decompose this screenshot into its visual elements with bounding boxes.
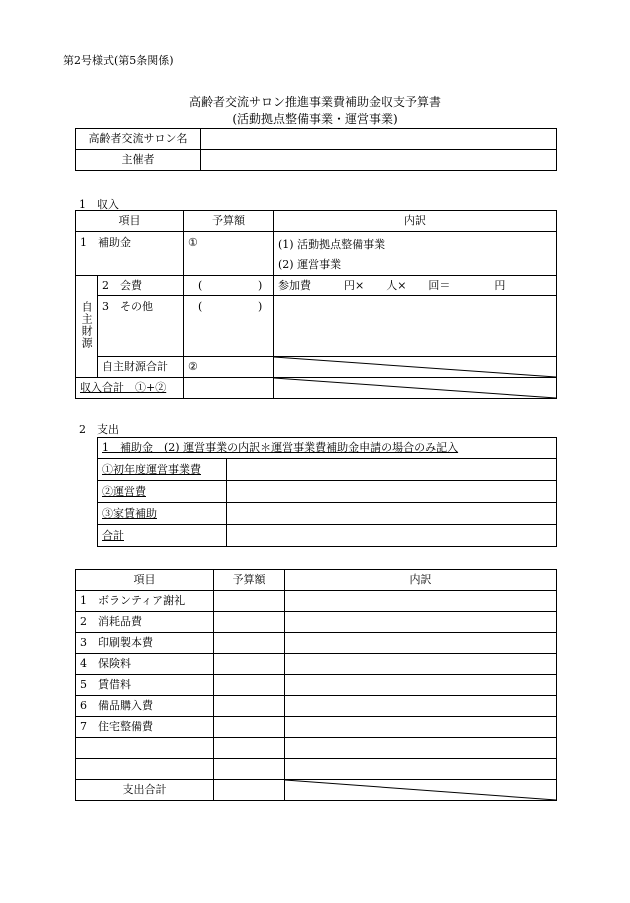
expense-budget-cell[interactable] [214,633,285,654]
op-row-rent-value[interactable] [227,503,557,525]
subsidy-budget-cell[interactable] [184,232,274,276]
table-row [76,717,557,738]
expense-total-label: 支出合計 [76,780,214,801]
table-row [76,612,557,633]
fee-budget-cell[interactable]: ( ) [184,276,274,296]
subsidy-label: 1 補助金 [76,232,184,276]
expense-detail-cell[interactable] [285,633,557,654]
header-table [75,128,557,171]
salon-name-label: 高齢者交流サロン名 [76,129,201,150]
expense-budget-cell[interactable] [214,675,285,696]
op-row-first-year: ①初年度運営事業費 [98,459,227,481]
own-funds-label: 自主財源 [76,276,98,378]
income-col-budget: 予算額 [184,211,274,232]
subsidy-detail-cell[interactable] [274,232,557,276]
income-col-detail: 内訳 [274,211,557,232]
expense-item-label: 5 賃借料 [76,675,214,696]
page-subtitle: (活動拠点整備事業・運営事業) [232,112,398,126]
expense-budget-cell[interactable] [214,612,285,633]
expense-budget-cell[interactable] [214,696,285,717]
expense-detail-cell[interactable] [285,654,557,675]
table-row [76,654,557,675]
income-heading: 1 収入 [79,198,119,211]
op-row-operating: ②運営費 [98,481,227,503]
expense-item-label: 2 消耗品費 [76,612,214,633]
expense-item-label: 1 ボランティア謝礼 [76,591,214,612]
own-total-budget-cell[interactable] [184,357,274,378]
table-row [76,633,557,654]
op-row-first-year-value[interactable] [227,459,557,481]
form-number: 第2号様式(第5条関係) [63,54,174,67]
expense-item-label[interactable] [76,738,214,759]
expense-item-label: 3 印刷製本費 [76,633,214,654]
own-total-detail-diagonal [274,357,557,378]
organizer-field[interactable] [201,150,557,171]
other-detail-cell[interactable] [274,296,557,357]
op-row-total: 合計 [98,525,227,547]
page-title: 高齢者交流サロン推進事業費補助金収支予算書 [188,95,441,109]
expense-col-detail: 内訳 [285,570,557,591]
expense-budget-cell[interactable] [214,717,285,738]
expense-table [75,569,557,801]
salon-name-field[interactable] [201,129,557,150]
income-total-detail-diagonal [274,378,557,399]
expense-item-label[interactable] [76,759,214,780]
expense-budget-cell[interactable] [214,759,285,780]
income-col-item: 項目 [76,211,184,232]
other-label: 3 その他 [98,296,184,357]
expense-budget-cell[interactable] [214,738,285,759]
expense-detail-cell[interactable] [285,696,557,717]
expense-detail-cell[interactable] [285,591,557,612]
fee-detail[interactable]: 参加費 円× 人× 回＝ 円 [274,276,557,296]
expense-item-label: 4 保険料 [76,654,214,675]
expense-item-label: 6 備品購入費 [76,696,214,717]
expense-detail-cell[interactable] [285,612,557,633]
expense-col-item: 項目 [76,570,214,591]
table-row [76,696,557,717]
expense-heading: 2 支出 [79,423,119,436]
subsidy-mark: ① [188,236,198,249]
expense-detail-cell[interactable] [285,759,557,780]
subsidy-detail-2: (2) 運営事業 [278,258,342,271]
income-table [75,210,557,399]
expense-col-budget: 予算額 [214,570,285,591]
expense-item-label: 7 住宅整備費 [76,717,214,738]
own-total-label: 自主財源合計 [98,357,184,378]
table-row [76,738,557,759]
income-total-label: 収入合計 ①+② [76,378,184,399]
fee-label: 2 会費 [98,276,184,296]
expense-detail-cell[interactable] [285,738,557,759]
expense-budget-cell[interactable] [214,591,285,612]
operating-breakdown-title: 1 補助金 (2) 運営事業の内訳＊運営事業費補助金申請の場合のみ記入 [98,438,557,459]
table-row [76,591,557,612]
own-total-mark: ② [188,360,198,374]
expense-detail-cell[interactable] [285,675,557,696]
expense-detail-cell[interactable] [285,717,557,738]
other-budget-cell[interactable]: ( ) [184,296,274,357]
op-row-total-value[interactable] [227,525,557,547]
table-row [76,759,557,780]
op-row-rent: ③家賃補助 [98,503,227,525]
op-row-operating-value[interactable] [227,481,557,503]
table-row [76,675,557,696]
expense-budget-cell[interactable] [214,654,285,675]
income-total-budget-cell[interactable] [184,378,274,399]
organizer-label: 主催者 [76,150,201,171]
expense-total-detail-diagonal [285,780,557,801]
expense-total-budget-cell[interactable] [214,780,285,801]
subsidy-detail-1: (1) 活動拠点整備事業 [278,238,386,251]
operating-breakdown-table [97,437,557,547]
